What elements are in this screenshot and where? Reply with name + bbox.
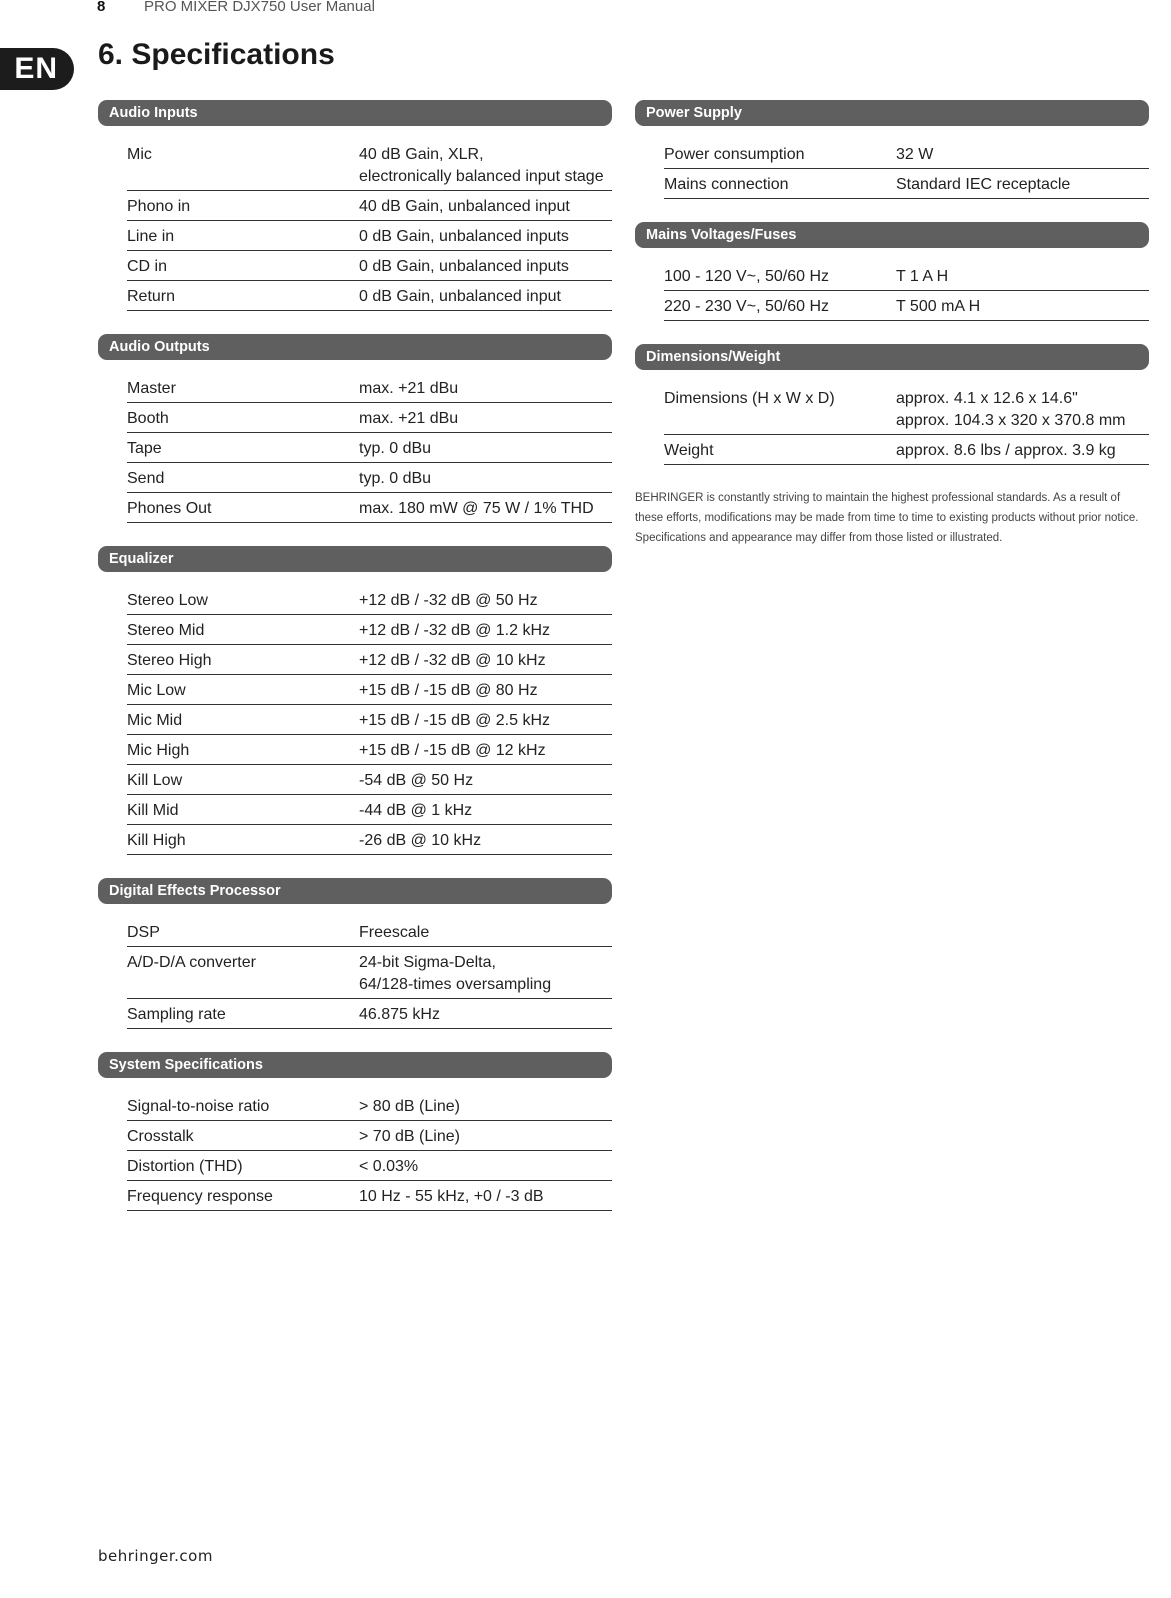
page-title: 6. Specifications (98, 38, 335, 71)
manual-title: PRO MIXER DJX750 User Manual (144, 0, 375, 15)
section-header: Mains Voltages/Fuses (635, 222, 1149, 248)
spec-value-line: +12 dB / -32 dB @ 50 Hz (359, 592, 538, 609)
spec-row (127, 999, 612, 1029)
spec-value (359, 1126, 612, 1148)
spec-row (127, 1151, 612, 1181)
spec-value (896, 144, 1149, 166)
spec-value (359, 830, 612, 852)
spec-value (359, 1096, 612, 1118)
spec-value-line: typ. 0 dBu (359, 470, 432, 487)
spec-row (127, 463, 612, 493)
spec-value-line: approx. 4.1 x 12.6 x 14.6" (896, 390, 1078, 407)
spec-value-line: 40 dB Gain, XLR, (359, 146, 484, 163)
spec-value-line: 10 Hz - 55 kHz, +0 / -3 dB (359, 1188, 544, 1205)
spec-row (127, 735, 612, 765)
left-spec-column (98, 100, 612, 1234)
spec-value-line: max. +21 dBu (359, 410, 459, 427)
spec-value-line: T 500 mA H (896, 298, 981, 315)
spec-value-line: +15 dB / -15 dB @ 12 kHz (359, 742, 546, 759)
spec-value (359, 710, 612, 732)
spec-label: Kill Low (127, 772, 183, 789)
spec-label: Frequency response (127, 1188, 273, 1205)
spec-value (359, 144, 612, 188)
spec-label: Stereo Mid (127, 622, 205, 639)
spec-row (127, 139, 612, 191)
spec-value-line: Standard IEC receptacle (896, 176, 1071, 193)
spec-row (664, 291, 1149, 321)
spec-value (359, 740, 612, 762)
spec-row (127, 191, 612, 221)
spec-value-line: 0 dB Gain, unbalanced input (359, 288, 561, 305)
spec-value-line: 64/128-times oversampling (359, 976, 552, 993)
spec-value-line: > 70 dB (Line) (359, 1128, 460, 1145)
section-header: Audio Outputs (98, 334, 612, 360)
spec-row (127, 281, 612, 311)
language-tab: EN (0, 48, 74, 90)
spec-value-line: Freescale (359, 924, 430, 941)
spec-label: Weight (664, 442, 714, 459)
spec-label: Stereo Low (127, 592, 208, 609)
spec-label: Send (127, 470, 165, 487)
spec-value-line: -44 dB @ 1 kHz (359, 802, 473, 819)
spec-value (359, 1004, 612, 1026)
spec-row (127, 615, 612, 645)
spec-label: CD in (127, 258, 168, 275)
spec-section-dimensions-weight (635, 344, 1149, 465)
spec-value (359, 770, 612, 792)
spec-value (896, 440, 1149, 462)
spec-value (359, 952, 612, 996)
spec-label: Distortion (THD) (127, 1158, 243, 1175)
spec-label: Stereo High (127, 652, 212, 669)
spec-section-digital-effects-processor (98, 878, 612, 1029)
spec-row (127, 1181, 612, 1211)
spec-value (359, 408, 612, 430)
right-spec-column (635, 100, 1149, 548)
spec-row (127, 675, 612, 705)
spec-rows (127, 585, 612, 855)
spec-value-line: typ. 0 dBu (359, 440, 432, 457)
spec-value (896, 174, 1149, 196)
spec-row (127, 433, 612, 463)
spec-label: Mic Mid (127, 712, 183, 729)
spec-rows (664, 139, 1149, 199)
spec-row (127, 1091, 612, 1121)
spec-label: Signal-to-noise ratio (127, 1098, 270, 1115)
spec-label: Mains connection (664, 176, 789, 193)
spec-label: Kill Mid (127, 802, 179, 819)
spec-rows (127, 1091, 612, 1211)
spec-value-line: -54 dB @ 50 Hz (359, 772, 474, 789)
spec-value-line: 46.875 kHz (359, 1006, 440, 1023)
spec-row (127, 947, 612, 999)
section-header: Equalizer (98, 546, 612, 572)
disclaimer-note: BEHRINGER is constantly striving to maintain the highest professional standards. As a result of these efforts, modifications may be made from time to time to existing products without prior notice. Specifications and appearance may differ from those listed or illustrated. (635, 492, 1139, 544)
spec-label: Tape (127, 440, 162, 457)
spec-label: Kill High (127, 832, 186, 849)
spec-value (359, 438, 612, 460)
spec-label: Line in (127, 228, 175, 245)
spec-row (664, 383, 1149, 435)
spec-value (359, 650, 612, 672)
spec-section-system-specifications (98, 1052, 612, 1211)
spec-value (359, 922, 612, 944)
spec-row (127, 705, 612, 735)
spec-value (359, 800, 612, 822)
spec-label: 100 - 120 V~, 50/60 Hz (664, 268, 829, 285)
section-header: Dimensions/Weight (635, 344, 1149, 370)
spec-value (359, 680, 612, 702)
spec-value-line: T 1 A H (896, 268, 949, 285)
spec-label: Return (127, 288, 176, 305)
section-header: Digital Effects Processor (98, 878, 612, 904)
spec-value (896, 266, 1149, 288)
section-header: Power Supply (635, 100, 1149, 126)
spec-value (896, 296, 1149, 318)
spec-label: Power consumption (664, 146, 805, 163)
right-spec-sections (635, 100, 1149, 465)
spec-row (127, 493, 612, 523)
spec-value-line: +15 dB / -15 dB @ 2.5 kHz (359, 712, 551, 729)
spec-value-line: max. +21 dBu (359, 380, 459, 397)
spec-value (359, 590, 612, 612)
spec-value (359, 226, 612, 248)
spec-value-line: max. 180 mW @ 75 W / 1% THD (359, 500, 594, 517)
spec-value (359, 256, 612, 278)
spec-label: Mic (127, 146, 152, 163)
spec-value-line: electronically balanced input stage (359, 168, 604, 185)
spec-row (664, 139, 1149, 169)
footer-brand: behringer.com (98, 1547, 213, 1565)
section-header: System Specifications (98, 1052, 612, 1078)
spec-row (127, 645, 612, 675)
spec-label: Mic High (127, 742, 190, 759)
spec-row (127, 795, 612, 825)
spec-label: Crosstalk (127, 1128, 194, 1145)
spec-rows (664, 261, 1149, 321)
section-header: Audio Inputs (98, 100, 612, 126)
spec-row (127, 585, 612, 615)
spec-label: Phono in (127, 198, 191, 215)
spec-value-line: approx. 8.6 lbs / approx. 3.9 kg (896, 442, 1116, 459)
spec-row (127, 221, 612, 251)
spec-row (664, 169, 1149, 199)
spec-section-equalizer (98, 546, 612, 855)
spec-value-line: 0 dB Gain, unbalanced inputs (359, 258, 569, 275)
spec-value (359, 378, 612, 400)
spec-label: Mic Low (127, 682, 186, 699)
spec-row (127, 825, 612, 855)
spec-section-audio-inputs (98, 100, 612, 311)
spec-value (359, 1186, 612, 1208)
spec-row (127, 251, 612, 281)
spec-value-line: +12 dB / -32 dB @ 10 kHz (359, 652, 546, 669)
spec-value-line: 24-bit Sigma-Delta, (359, 954, 496, 971)
spec-value-line: 32 W (896, 146, 934, 163)
spec-value-line: < 0.03% (359, 1158, 419, 1175)
spec-rows (127, 373, 612, 523)
spec-value-line: > 80 dB (Line) (359, 1098, 460, 1115)
spec-value-line: approx. 104.3 x 320 x 370.8 mm (896, 412, 1126, 429)
spec-row (127, 917, 612, 947)
spec-label: Dimensions (H x W x D) (664, 390, 835, 407)
spec-value (359, 196, 612, 218)
spec-rows (664, 383, 1149, 465)
spec-value-line: +12 dB / -32 dB @ 1.2 kHz (359, 622, 551, 639)
spec-label: 220 - 230 V~, 50/60 Hz (664, 298, 829, 315)
spec-value (359, 620, 612, 642)
spec-label: Master (127, 380, 176, 397)
spec-row (127, 403, 612, 433)
spec-value (896, 388, 1149, 432)
spec-value-line: +15 dB / -15 dB @ 80 Hz (359, 682, 538, 699)
spec-row (664, 261, 1149, 291)
spec-value-line: 40 dB Gain, unbalanced input (359, 198, 570, 215)
spec-rows (127, 139, 612, 311)
spec-section-mains-voltages-fuses (635, 222, 1149, 321)
spec-row (127, 373, 612, 403)
spec-row (664, 435, 1149, 465)
spec-label: Phones Out (127, 500, 212, 517)
spec-value (359, 498, 612, 520)
spec-value (359, 468, 612, 490)
spec-label: A/D-D/A converter (127, 954, 256, 971)
spec-section-power-supply (635, 100, 1149, 199)
spec-rows (127, 917, 612, 1029)
spec-value (359, 286, 612, 308)
spec-label: DSP (127, 924, 160, 941)
page-number: 8 (97, 0, 106, 15)
spec-row (127, 765, 612, 795)
spec-value-line: -26 dB @ 10 kHz (359, 832, 482, 849)
spec-value-line: 0 dB Gain, unbalanced inputs (359, 228, 569, 245)
spec-label: Sampling rate (127, 1006, 226, 1023)
spec-value (359, 1156, 612, 1178)
spec-row (127, 1121, 612, 1151)
spec-label: Booth (127, 410, 169, 427)
spec-section-audio-outputs (98, 334, 612, 523)
